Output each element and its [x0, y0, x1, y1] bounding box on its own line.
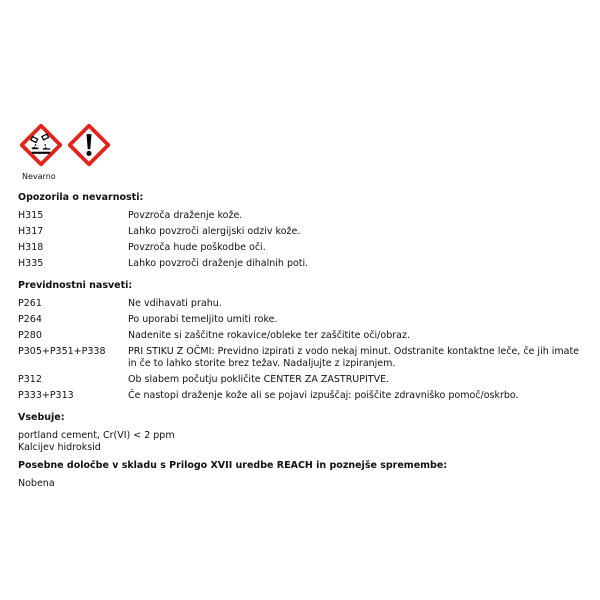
hazard-code: H335 — [18, 258, 44, 269]
precaution-title: Previdnostni nasveti: — [18, 280, 133, 291]
precaution-code: P312 — [18, 374, 42, 385]
hazard-row — [18, 242, 584, 254]
signal-word: Nevarno — [22, 172, 56, 181]
precaution-code: P264 — [18, 314, 42, 325]
precaution-row — [18, 298, 584, 310]
precaution-code: P280 — [18, 330, 42, 341]
reach-value: Nobena — [18, 478, 55, 489]
reach-title: Posebne določbe v skladu s Prilogo XVII uredbe REACH in poznejše spremembe: — [18, 460, 448, 471]
hazard-row — [18, 226, 584, 238]
hazard-row — [18, 258, 584, 270]
exclamation-mark-icon — [68, 124, 110, 166]
precaution-row — [18, 374, 584, 386]
label-content — [18, 192, 584, 490]
contains-item: portland cement, Cr(VI) < 2 ppm — [18, 430, 175, 441]
precaution-text: PRI STIKU Z OČMI: Previdno izpirati z vodo nekaj minut. Odstranite kontaktne leče, če jih imate in če to lahko storite brez težav. Nadaljujte z izpiranjem. — [128, 346, 580, 369]
precaution-code: P333+P313 — [18, 390, 74, 401]
hazard-list — [18, 210, 584, 270]
precaution-row — [18, 330, 584, 342]
hazard-title: Opozorila o nevarnosti: — [18, 192, 144, 203]
precaution-text: Po uporabi temeljito umiti roke. — [128, 314, 278, 325]
precaution-code: P305+P351+P338 — [18, 346, 106, 357]
hazard-code: H318 — [18, 242, 44, 253]
precaution-row — [18, 314, 584, 326]
hazard-text: Povzroča hude poškodbe oči. — [128, 242, 266, 253]
ghs-pictograms — [20, 124, 110, 166]
precaution-code: P261 — [18, 298, 42, 309]
corrosion-icon — [20, 124, 62, 166]
precaution-row — [18, 390, 584, 402]
precaution-text: Nadenite si zaščitne rokavice/obleke ter zaščitite oči/obraz. — [128, 330, 410, 341]
precaution-row — [18, 346, 584, 370]
contains-title: Vsebuje: — [18, 412, 65, 423]
hazard-code: H315 — [18, 210, 44, 221]
hazard-code: H317 — [18, 226, 44, 237]
precaution-text: Ne vdihavati prahu. — [128, 298, 222, 309]
precaution-list — [18, 298, 584, 402]
hazard-text: Lahko povzroči draženje dihalnih poti. — [128, 258, 309, 269]
hazard-row — [18, 210, 584, 222]
precaution-text: Če nastopi draženje kože ali se pojavi izpuščaj: poiščite zdravniško pomoč/oskrbo. — [128, 390, 519, 401]
contains-item: Kalcijev hidroksid — [18, 442, 101, 453]
hazard-text: Lahko povzroči alergijski odziv kože. — [128, 226, 301, 237]
precaution-text: Ob slabem počutju pokličite CENTER ZA ZASTRUPITVE. — [128, 374, 390, 385]
hazard-text: Povzroča draženje kože. — [128, 210, 243, 221]
